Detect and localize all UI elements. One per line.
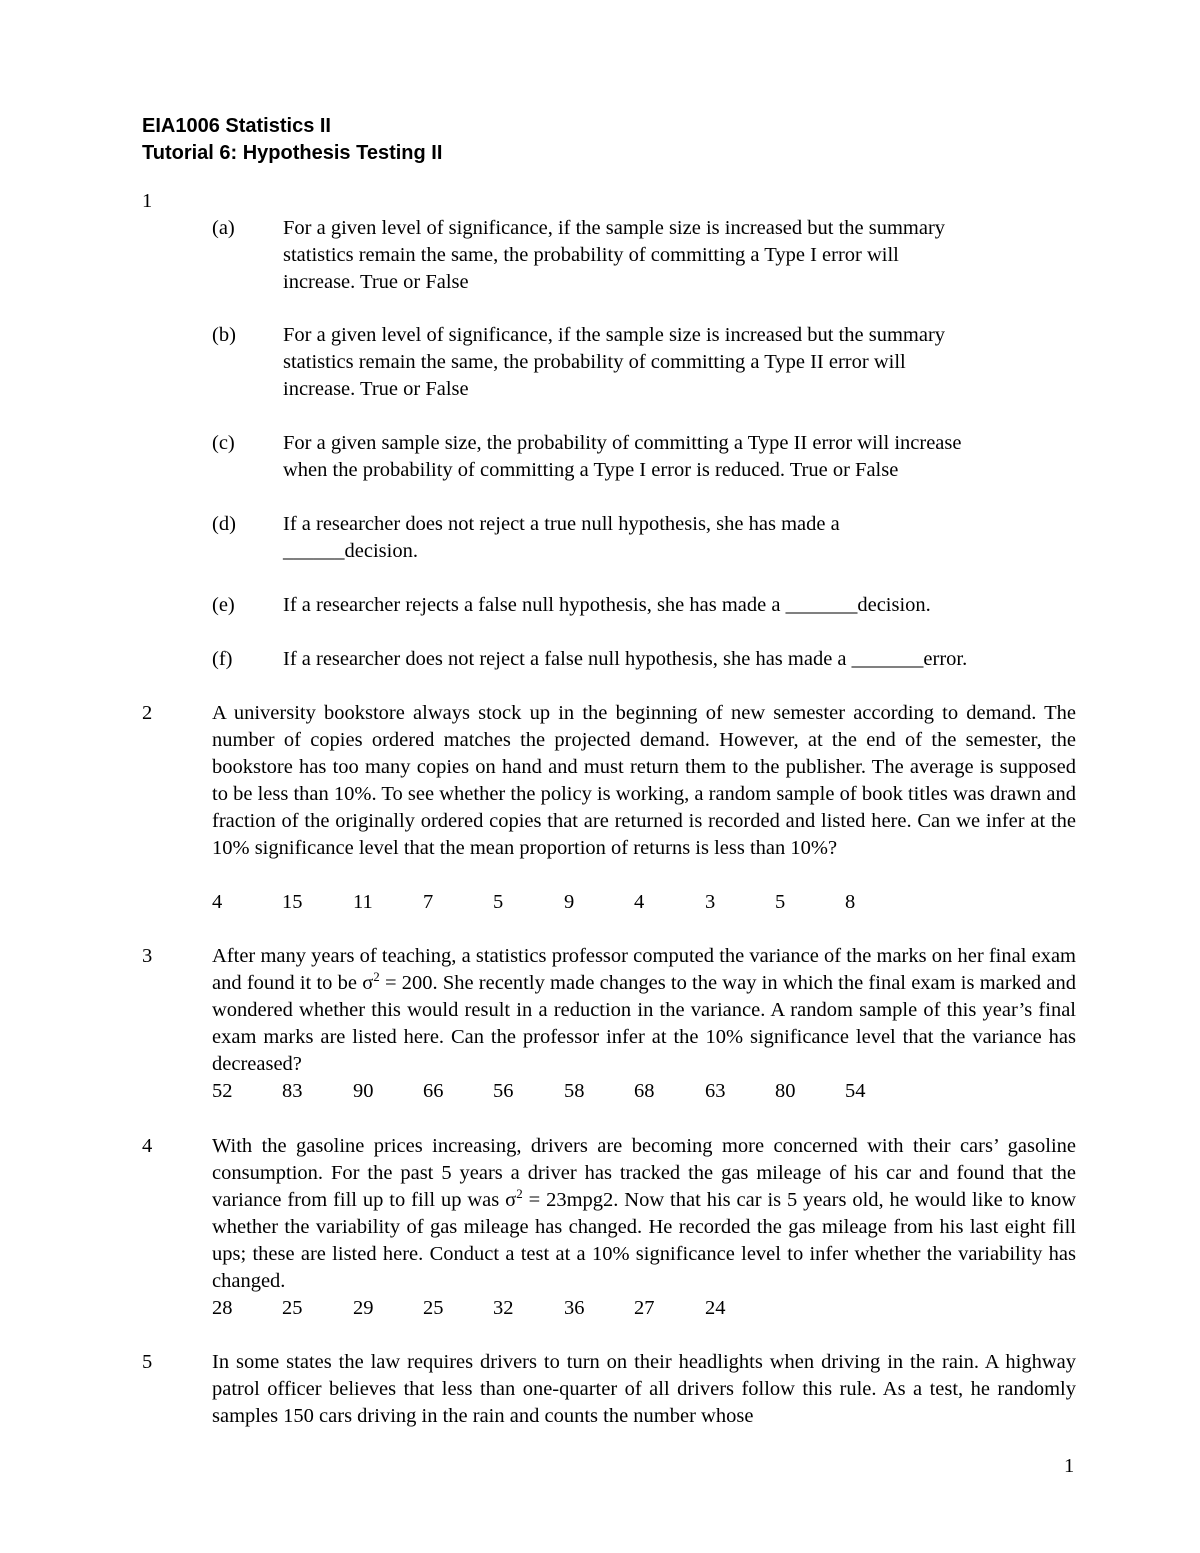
question-2-data <box>212 889 932 916</box>
tutorial-title: Tutorial 6: Hypothesis Testing II <box>142 142 443 164</box>
question-1b-label: (b) <box>212 324 236 346</box>
data-value: 29 <box>353 1297 374 1319</box>
course-title: EIA1006 Statistics II <box>142 115 331 137</box>
data-value: 25 <box>423 1297 444 1319</box>
text-line: increase. True or False <box>283 378 469 400</box>
question-1c-text <box>283 430 1083 484</box>
question-4-text <box>212 1133 1076 1295</box>
data-value: 52 <box>212 1080 233 1102</box>
text-run: With the gasoline prices increasing, drivers are becoming more concerned with their cars’ gasoline consumption. For the past 5 years a driver has tracked the gas mileage of his car and found that the variance from fill up to fill up was σ <box>212 1135 1076 1211</box>
data-value: 3 <box>705 891 716 913</box>
question-2-number: 2 <box>142 702 153 724</box>
text-line: ______decision. <box>283 540 418 562</box>
question-1d-label: (d) <box>212 513 236 535</box>
data-value: 9 <box>564 891 575 913</box>
data-value: 68 <box>634 1080 655 1102</box>
data-value: 80 <box>775 1080 796 1102</box>
text-line: increase. True or False <box>283 271 469 293</box>
data-value: 54 <box>845 1080 866 1102</box>
page-number: 1 <box>1064 1455 1075 1477</box>
question-1f-text <box>283 646 1083 673</box>
data-value: 11 <box>353 891 373 913</box>
text-line: statistics remain the same, the probability of committing a Type II error will <box>283 351 906 373</box>
text-run: = 200. She recently made changes to the way in which the final exam is marked and wondered whether this would result in a reduction in the variance. A random sample of this year’s final exam marks are listed here. Can the professor infer at the 10% significance level that the variance has decreased? <box>212 972 1076 1075</box>
text-line: If a researcher rejects a false null hypothesis, she has made a _______decision. <box>283 594 931 616</box>
question-5-text: In some states the law requires drivers to turn on their headlights when driving in the rain. A highway patrol officer believes that less than one-quarter of all drivers follow this rule. As a test, he randomly samples 150 cars driving in the rain and counts the number whose <box>212 1351 1076 1427</box>
data-value: 25 <box>282 1297 303 1319</box>
data-value: 8 <box>845 891 856 913</box>
question-1d-text <box>283 511 1083 565</box>
data-value: 7 <box>423 891 434 913</box>
superscript: 2 <box>373 969 380 985</box>
text-line: statistics remain the same, the probability of committing a Type I error will <box>283 244 899 266</box>
text-line: For a given sample size, the probability of committing a Type II error will increase <box>283 432 962 454</box>
question-1c-label: (c) <box>212 432 235 454</box>
text-line: If a researcher does not reject a false null hypothesis, she has made a _______error. <box>283 648 968 670</box>
question-1a-label: (a) <box>212 217 235 239</box>
question-1f-label: (f) <box>212 648 233 670</box>
text-run: After many years of teaching, a statistics professor computed the variance of the marks on her final exam and found it to be σ <box>212 945 1076 994</box>
data-value: 58 <box>564 1080 585 1102</box>
question-5-number: 5 <box>142 1351 153 1373</box>
data-value: 15 <box>282 891 303 913</box>
data-value: 36 <box>564 1297 585 1319</box>
data-value: 5 <box>775 891 786 913</box>
data-value: 63 <box>705 1080 726 1102</box>
question-3-text <box>212 943 1076 1078</box>
data-value: 24 <box>705 1297 726 1319</box>
question-4-data <box>212 1295 932 1322</box>
question-1b-text <box>283 322 1083 403</box>
text-line: For a given level of significance, if the sample size is increased but the summary <box>283 217 946 239</box>
text-line: For a given level of significance, if the sample size is increased but the summary <box>283 324 946 346</box>
question-1a-text <box>283 215 1083 296</box>
question-1e-text <box>283 592 1083 619</box>
question-1e-label: (e) <box>212 594 235 616</box>
question-3-number: 3 <box>142 945 153 967</box>
data-value: 66 <box>423 1080 444 1102</box>
question-1-number: 1 <box>142 190 153 212</box>
data-value: 27 <box>634 1297 655 1319</box>
question-2-text: A university bookstore always stock up in the beginning of new semester according to demand. The number of copies ordered matches the projected demand. However, at the end of the semester, the bookstore has too many copies on hand and must return them to the publisher. The average is supposed to be less than 10%. To see whether the policy is working, a random sample of book titles was drawn and fraction of the originally ordered copies that are returned is recorded and listed here. Can we infer at the 10% significance level that the mean proportion of returns is less than 10%? <box>212 702 1076 859</box>
data-value: 32 <box>493 1297 514 1319</box>
data-value: 4 <box>212 891 223 913</box>
data-value: 90 <box>353 1080 374 1102</box>
text-run: = 23mpg2. Now that his car is 5 years old, he would like to know whether the variability of gas mileage has changed. He recorded the gas mileage from his last eight fill ups; these are listed here. Conduct a test at a 10% significance level to infer whether the variability has changed. <box>212 1189 1076 1292</box>
data-value: 83 <box>282 1080 303 1102</box>
question-4-number: 4 <box>142 1135 153 1157</box>
superscript: 2 <box>516 1186 523 1202</box>
text-line: when the probability of committing a Type I error is reduced. True or False <box>283 459 899 481</box>
text-line: If a researcher does not reject a true null hypothesis, she has made a <box>283 513 840 535</box>
data-value: 28 <box>212 1297 233 1319</box>
data-value: 4 <box>634 891 645 913</box>
question-3-data <box>212 1078 932 1105</box>
data-value: 56 <box>493 1080 514 1102</box>
data-value: 5 <box>493 891 504 913</box>
